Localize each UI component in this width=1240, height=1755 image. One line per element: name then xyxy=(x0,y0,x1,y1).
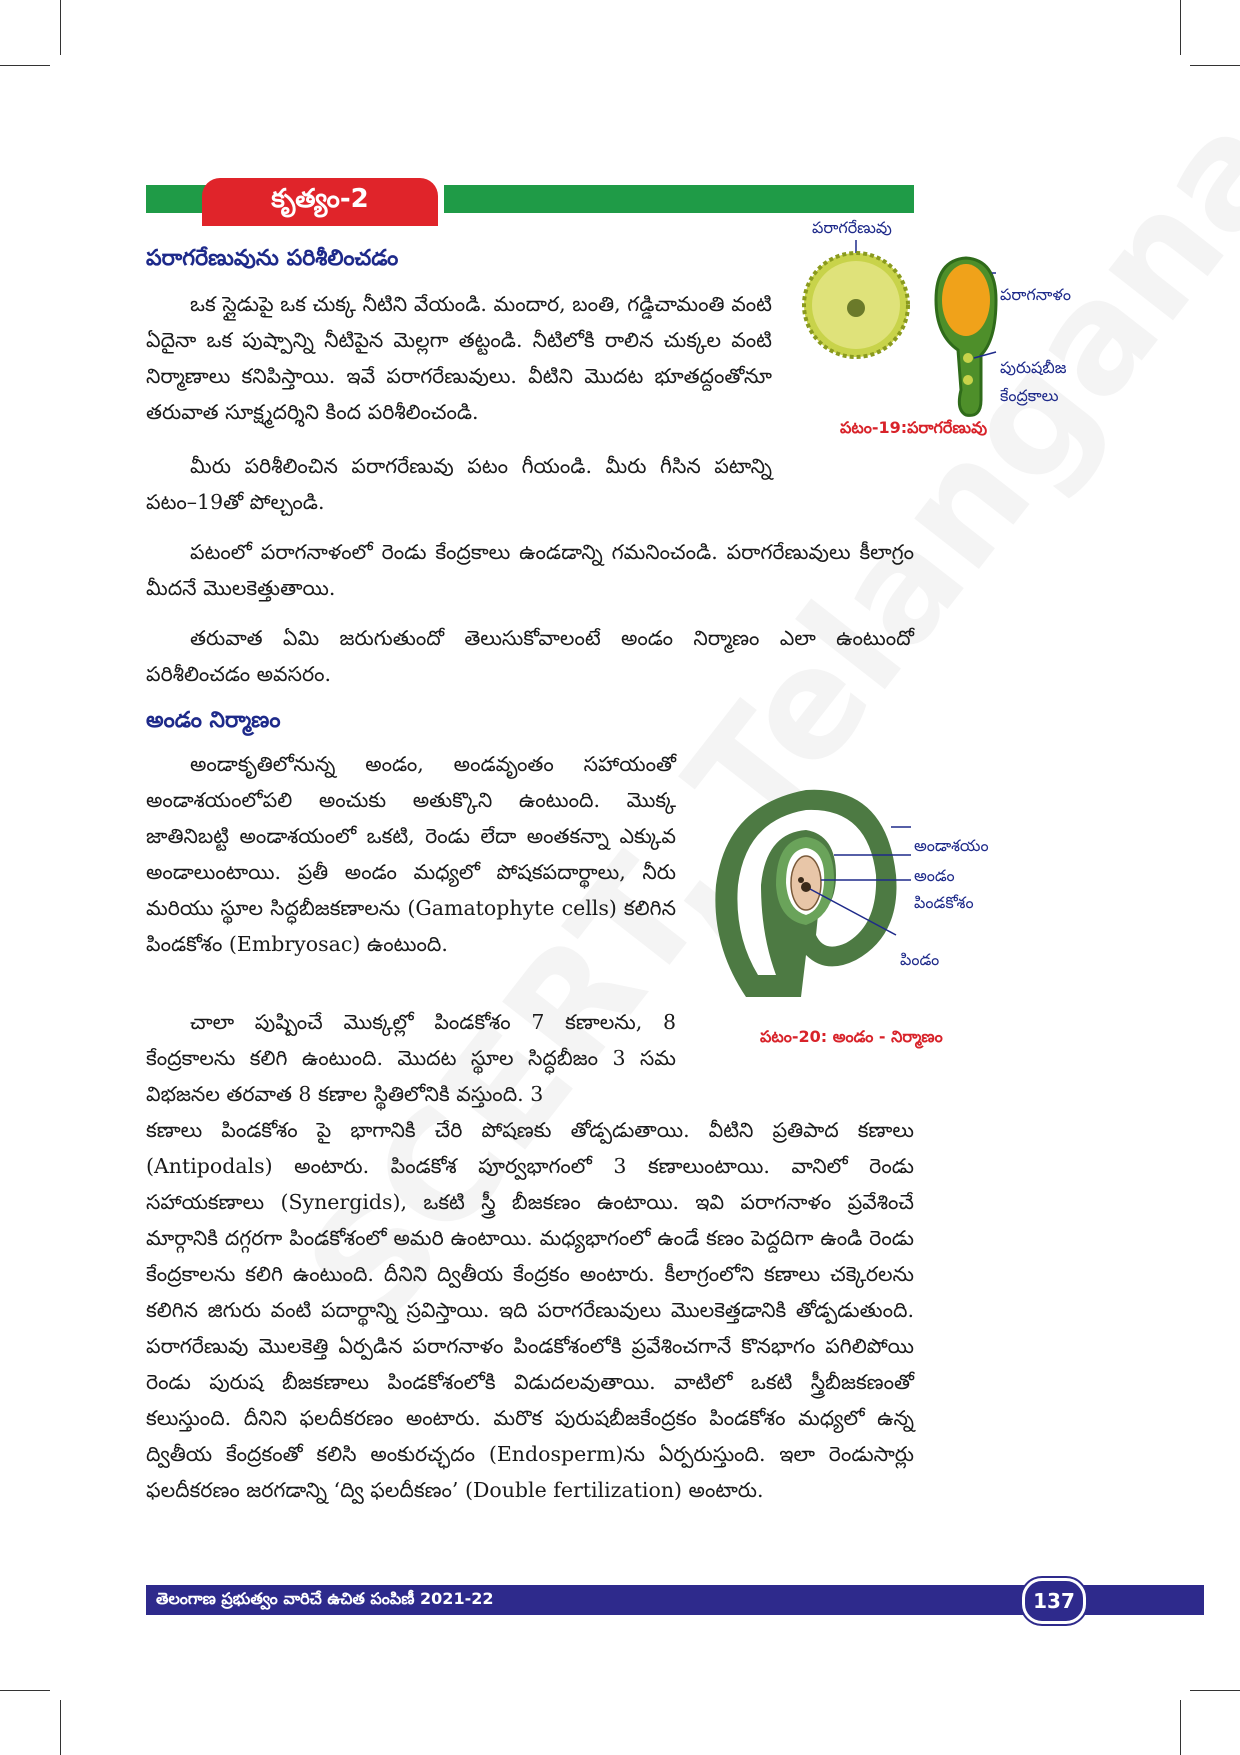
crop-mark xyxy=(1190,1690,1240,1691)
label-male-nuclei-1: పురుషబీజ xyxy=(1000,358,1067,377)
paragraph: తరువాత ఏమి జరుగుతుందో తెలుసుకోవాలంటే అండం నిర్మాణం ఎలా ఉంటుందో పరిశీలించడం అవసరం. xyxy=(146,626,914,686)
label-pollen-tube: పరాగనాళం xyxy=(1000,285,1071,304)
crop-mark xyxy=(60,1700,61,1755)
crop-mark xyxy=(0,1690,50,1691)
figure-19-caption: పటం-19:పరాగరేణువు xyxy=(840,418,988,437)
crop-mark xyxy=(1180,0,1181,55)
header-bar-left xyxy=(146,185,206,213)
label-ovule: అండం xyxy=(914,866,955,885)
crop-mark xyxy=(1180,1700,1181,1755)
section-heading-pollen: పరాగరేణువును పరిశీలించడం xyxy=(146,246,399,271)
figure-20-caption: పటం-20: అండం - నిర్మాణం xyxy=(760,1027,943,1046)
label-ovary: అండాశయం xyxy=(914,836,989,855)
label-embryo-sac: పిండకోశం xyxy=(914,893,974,912)
crop-mark xyxy=(1190,65,1240,66)
activity-tab: కృత్యం-2 xyxy=(202,178,438,226)
paragraph: కణాలు పిండకోశం పై భాగానికి చేరి పోషణకు తోడ్పడుతాయి. వీటిని ప్రతిపాద కణాలు (Antipodals) అంటారు. పిండకోశ పూర్వభాగంలో 3 కణాలుంటాయి. వానిలో రెండు సహాయకణాలు (Synergids), ఒకటి స్త్రీ బీజకణం ఉంటాయి. ఇవి పరాగనాళం ప్రవేశించే మార్గానికి దగ్గరగా పిండకోశంలో అమరి ఉంటాయి. మధ్యభాగంలో ఉండే కణం పెద్దదిగా ఉండి రెండు కేంద్రకాలను కలిగి ఉంటుంది. దీనిని ద్వితీయ కేంద్రకం అంటారు. కీలాగ్రంలోని కణాలు చక్కెరలను కలిగిన జిగురు వంటి పదార్థాన్ని స్రవిస్తాయి. ఇది పరాగరేణువులు మొలకెత్తడానికి తోడ్పడుతుంది. పరాగరేణువు మొలకెత్తి ఏర్పడిన పరాగనాళం పిండకోశంలోకి ప్రవేశించగానే కొనభాగం పగిలిపోయి రెండు పురుష బీజకణాలు పిండకోశంలోకి విడుదలవుతాయి. వాటిలో ఒకటి స్త్రీబీజకణంతో కలుస్తుంది. దీనిని ఫలదీకరణం అంటారు. మరొక పురుషబీజకేంద్రకం పిండకోశం మధ్యలో ఉన్న ద్వితీయ కేంద్రకంతో కలిసి అంకురచ్ఛదం (Endosperm)ను ఏర్పరుస్తుంది. ఇలా రెండుసార్లు ఫలదీకరణం జరగడాన్ని ‘ద్వి ఫలదీకణం’ (Double fertilization) అంటారు. xyxy=(146,1118,914,1502)
paragraph: ఒక స్లైడుపై ఒక చుక్క నీటిని వేయండి. మందార, బంతి, గడ్డిచామంతి వంటి ఏదైనా ఒక పుష్పాన్ని నీటిపైన మెల్లగా తట్టండి. నీటిలోకి రాలిన చుక్కల వంటి నిర్మాణాలు కనిపిస్తాయి. ఇవే పరాగరేణువులు. వీటిని మొదట భూతద్దంతోనూ తరువాత సూక్ష్మదర్శిని కింద పరిశీలించండి. xyxy=(146,292,772,424)
paragraph: చాలా పుష్పించే మొక్కల్లో పిండకోశం 7 కణాలను, 8 కేంద్రకాలను కలిగి ఉంటుంది. మొదట స్థూల సిద్ధబీజం 3 సమ విభజనల తరవాత 8 కణాల స్థితిలోనికి వస్తుంది. 3 xyxy=(146,1010,676,1106)
figure-ovule-structure xyxy=(706,785,1006,997)
header-bar-right xyxy=(444,185,914,213)
footer-text: తెలంగాణ ప్రభుత్వం వారిచే ఉచిత పంపిణీ 2021-22 xyxy=(156,1589,494,1608)
paragraph: మీరు పరిశీలించిన పరాగరేణువు పటం గీయండి. మీరు గీసిన పటాన్ని పటం–19తో పోల్చండి. xyxy=(146,454,772,514)
paragraph: అండాకృతిలోనున్న అండం, అండవృంతం సహాయంతో అండాశయంలోపలి అంచుకు అతుక్కొని ఉంటుంది. మొక్క జాతినిబట్టి అండాశయంలో ఒకటి, రెండు లేదా అంతకన్నా ఎక్కువ అండాలుంటాయి. ప్రతీ అండం మధ్యలో పోషకపదార్థాలు, నీరు మరియు స్థూల సిద్ధబీజకణాలను (Gamatophyte cells) కలిగిన పిండకోశం (Embryosac) ఉంటుంది. xyxy=(146,752,676,956)
crop-mark xyxy=(0,65,50,66)
label-male-nuclei-2: కేంద్రకాలు xyxy=(1000,386,1059,405)
page-number: 137 xyxy=(1022,1578,1086,1624)
figure-pollen-grain xyxy=(796,240,1006,420)
label-pollen-grain: పరాగరేణువు xyxy=(812,218,892,237)
section-heading-ovule: అండం నిర్మాణం xyxy=(146,708,281,733)
label-embryo: పిండం xyxy=(900,950,940,969)
crop-mark xyxy=(60,0,61,55)
paragraph: పటంలో పరాగనాళంలో రెండు కేంద్రకాలు ఉండడాన్ని గమనించండి. పరాగరేణువులు కీలాగ్రం మీదనే మొలకెత్తుతాయి. xyxy=(146,540,914,600)
